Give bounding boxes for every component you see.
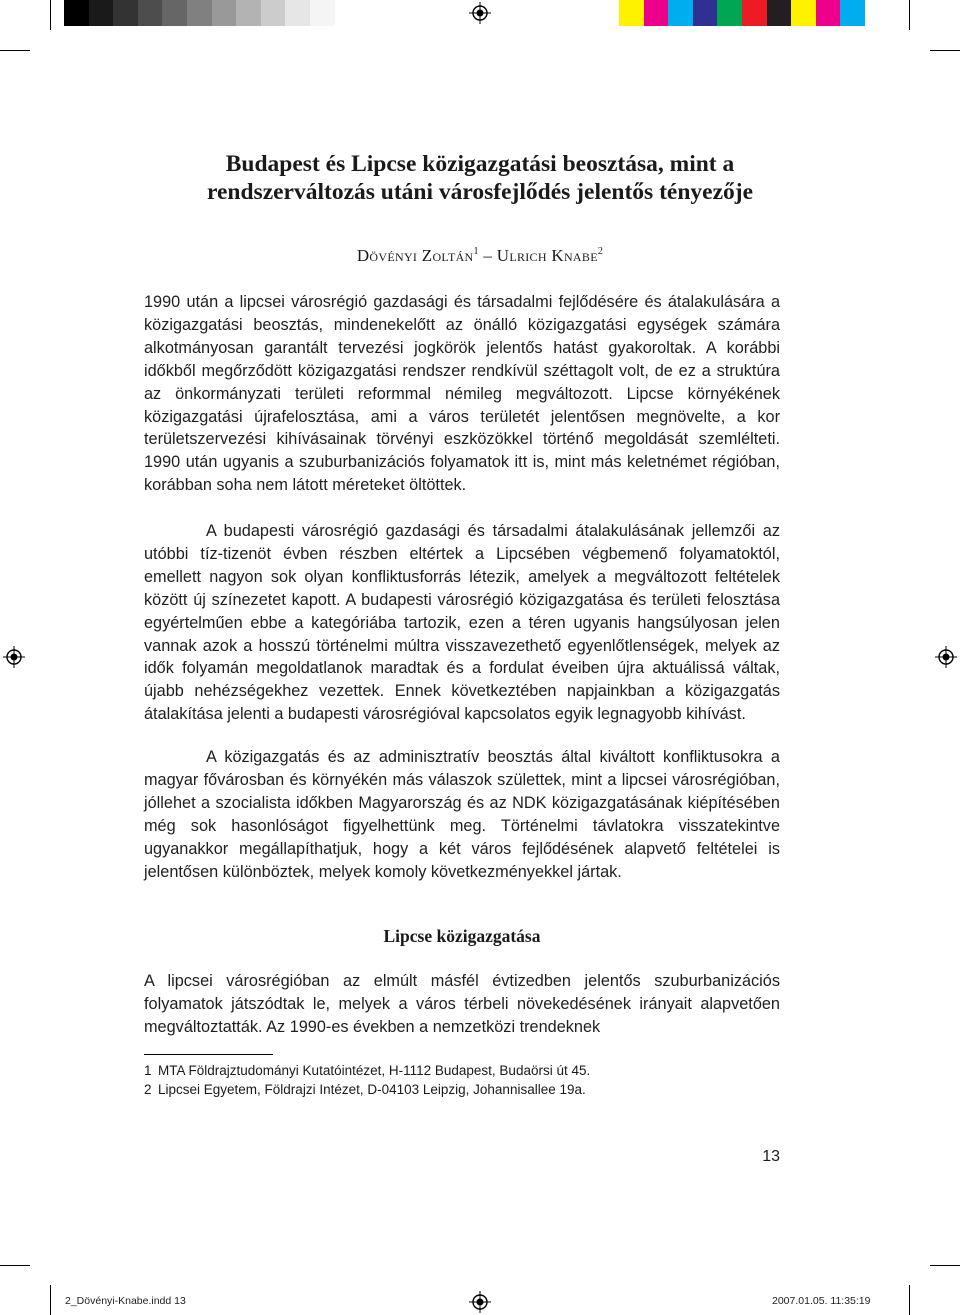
color-swatch (89, 0, 114, 26)
author-name: Dövényi Zoltán (356, 246, 474, 265)
color-swatch (113, 0, 138, 26)
color-swatch (816, 0, 841, 26)
slug-timestamp: 2007.01.05. 11:35:19 (772, 1295, 871, 1307)
color-swatch (162, 0, 187, 26)
body-paragraph: A közigazgatás és az adminisztratív beosztás által kiváltott konfliktusokra a magyar fővárosban és környékén más válaszok születtek, mint a lipcsei városrégióban, jóllehet a szocialista időkben Magyarország és az NDK közigazgatásának kiépítésében még sok hasonlóságot figyelhettünk meg. Történelmi távlatokra visszatekintve ugyanakkor megállapíthatjuk, hogy a két város fejlődésének alapvető feltételei is jelentősen különböztek, melyek komoly következményekkel jártak. (144, 748, 780, 881)
color-swatch (310, 0, 335, 26)
color-swatch (668, 0, 693, 26)
color-swatch (742, 0, 767, 26)
color-swatch (767, 0, 792, 26)
author-separator: – (478, 246, 497, 265)
process-color-bar (619, 0, 865, 26)
authors-line (120, 246, 840, 266)
title-line: rendszerváltozás utáni városfejlődés jelentős tényezője (206, 179, 754, 205)
crop-mark (50, 0, 51, 30)
grayscale-color-bar (64, 0, 335, 26)
body-paragraph: A budapesti városrégió gazdasági és társadalmi átalakulásának jellemzői az utóbbi tíz-tizenöt évben részben eltértek a Lipcsében végbemenő folyamatoktól, emellett nagyon sok olyan konfliktusforrás létezik, amelyek a megváltozott feltételek között új színezetet kapott. A budapesti városrégió közigazgatása és területi felosztása egyértelműen ebbe a kategóriába tartozik, ezen a téren ugyanis hangsúlyosan jelen vannak azok a hosszú történelmi múltra visszavezethető egyenlőtlenségek, melyek az idők folyamán megoldatlanok maradtak és a fordulat éveiben újra aktuálissá váltak, újabb nehézségekhez vezettek. Ennek következtében napjainkban a közigazgatás átalakítása jelenti a budapesti városrégióval kapcsolatos egyik legnagyobb kihívást. (144, 522, 780, 724)
color-swatch (64, 0, 89, 26)
color-swatch (212, 0, 237, 26)
section-heading: Lipcse közigazgatása (383, 926, 541, 946)
footnote-rule (144, 1054, 273, 1055)
crop-mark (930, 1265, 960, 1266)
color-swatch (236, 0, 261, 26)
crop-mark (909, 1285, 910, 1315)
color-swatch (285, 0, 310, 26)
color-swatch (138, 0, 163, 26)
page-number: 13 (762, 1148, 780, 1165)
slug-filename: 2_Dövényi-Knabe.indd 13 (65, 1295, 186, 1307)
body-paragraph: A lipcsei városrégióban az elmúlt másfél évtizedben jelentős szuburbanizációs folyamatok játszódtak le, melyek a város térbeli növekedésének irányait alapvetően megváltoztatták. Az 1990-es években a nemzetközi trendeknek (144, 972, 780, 1036)
crop-mark (50, 1285, 51, 1315)
color-swatch (840, 0, 865, 26)
crop-mark (909, 0, 910, 30)
footnote-number: 2 (144, 1082, 152, 1097)
footnote-text: MTA Földrajztudományi Kutatóintézet, H-1112 Budapest, Budaörsi út 45. (158, 1063, 591, 1078)
author-name: Ulrich Knabe (496, 246, 598, 265)
registration-mark-icon (935, 646, 957, 668)
color-swatch (791, 0, 816, 26)
registration-mark-icon (3, 646, 25, 668)
footnote-ref: 2 (597, 246, 604, 257)
abstract-paragraph: 1990 után a lipcsei városrégió gazdasági és társadalmi fejlődésére és átalakulására a közigazgatási beosztás, mindenekelőtt az önálló közigazgatási egységek számára alkotmányosan garantált tervezési jogkörök jelentős hatást gyakoroltak. A korábbi időkből megőrződött közigazgatási rendszer rendkívül széttagolt volt, de ez a struktúra az önkormányzati területi reformmal némileg megváltozott. Lipcse környékének közigazgatási újrafelosztása, ami a város területét jelentősen megnövelte, a kor területszervezési kihívásainak törvényi eszközökkel történő megoldását szemlélteti. 1990 után ugyanis a szuburbanizációs folyamatok itt is, mint más keletnémet régióban, korábban soha nem látott méreteket öltöttek. (144, 293, 780, 495)
crop-mark (0, 1265, 30, 1266)
registration-mark-icon (469, 2, 491, 24)
footnote-ref: 1 (473, 246, 479, 257)
title-line: Budapest és Lipcse közigazgatási beosztása, mint a (225, 151, 735, 177)
crop-mark (930, 50, 960, 51)
footnote (144, 1062, 784, 1080)
footnote-number: 1 (144, 1063, 152, 1078)
color-swatch (644, 0, 669, 26)
color-swatch (187, 0, 212, 26)
article-title (120, 150, 840, 206)
footnote (144, 1081, 784, 1099)
color-swatch (261, 0, 286, 26)
color-swatch (693, 0, 718, 26)
color-swatch (619, 0, 644, 26)
crop-mark (0, 50, 30, 51)
color-swatch (717, 0, 742, 26)
registration-mark-icon (469, 1291, 491, 1313)
footnote-text: Lipcsei Egyetem, Földrajzi Intézet, D-04103 Leipzig, Johannisallee 19a. (158, 1082, 586, 1097)
